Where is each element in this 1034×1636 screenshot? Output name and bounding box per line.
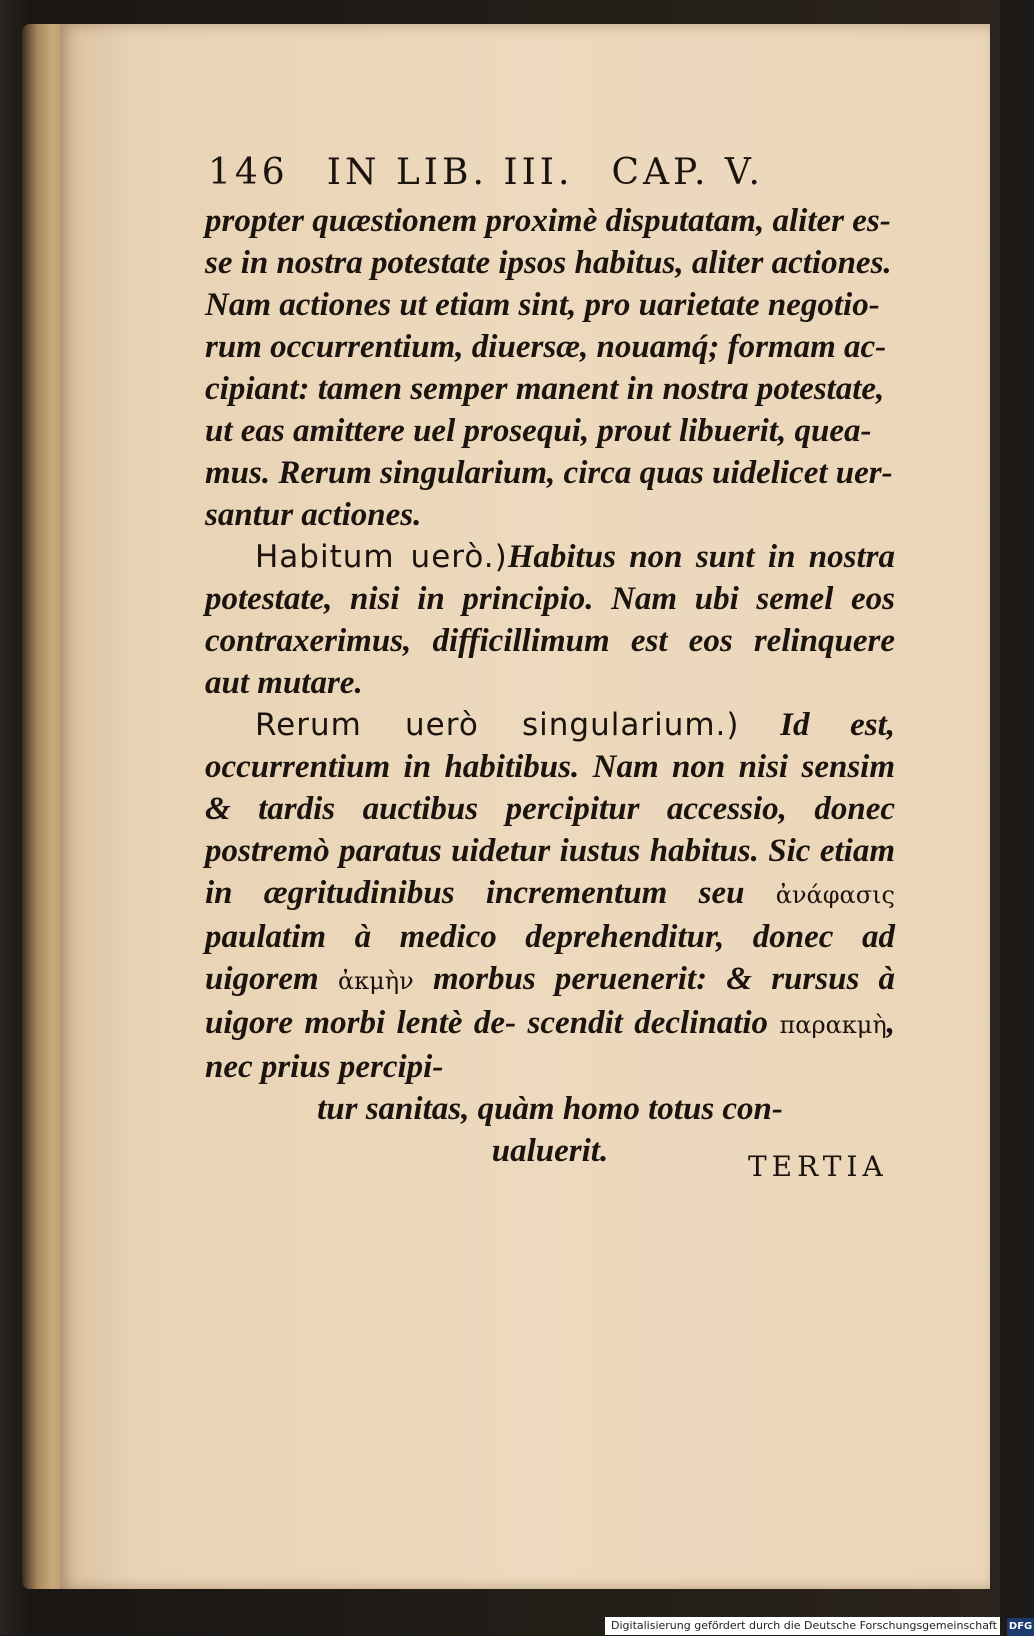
greek-word: ἀκμὴν	[337, 967, 414, 995]
lemma: Rerum uerò singularium.)	[255, 707, 740, 743]
digitization-footer	[605, 1617, 1033, 1635]
commentary: Id est, occurrentium in habitibus. Nam non nisi sensim & tardis auctibus percipitur accessio, donec postremò paratus uidetur iustus habitus. Sic etiam in ægritudinibus incrementum seu	[205, 707, 896, 911]
text-line: rum occurrentium, diuersæ, nouamq́; formam ac-	[205, 329, 887, 365]
catchword: TERTIA	[748, 1150, 888, 1183]
dfg-logo: DFG	[1007, 1618, 1034, 1636]
commentary: paulatim à medico deprehenditur, donec ad uigorem	[205, 919, 895, 997]
text-line-centered: tur sanitas, quàm homo totus con-	[317, 1091, 783, 1127]
paragraph-2	[205, 536, 895, 704]
paragraph-1	[205, 200, 895, 536]
paragraph-3	[205, 704, 895, 1088]
running-header	[208, 152, 908, 193]
footer-text: Digitalisierung gefördert durch die Deutsche Forschungsgemeinschaft ·	[611, 1619, 1004, 1632]
text-line: cipiant: tamen semper manent in nostra potestate,	[205, 371, 885, 407]
body-text	[205, 200, 895, 1172]
text-line: se in nostra potestate ipsos habitus, aliter actiones.	[205, 245, 892, 281]
commentary: , nec prius percipi-	[205, 1005, 896, 1085]
text-line: Nam actiones ut etiam sint, pro uarietate negotio-	[205, 287, 880, 323]
commentary: Habitus non sunt in nostra potestate, nisi in principio. Nam ubi semel eos contraxerimus, difficillimum est eos relinquere aut mutare.	[205, 539, 895, 701]
greek-word: ἀνάφασις	[775, 881, 895, 909]
header-chapter: CAP. V.	[611, 152, 764, 193]
text-line: santur actiones.	[205, 497, 422, 533]
header-book: IN LIB. III.	[326, 152, 574, 193]
page-number: 146	[208, 152, 289, 193]
text-line: ut eas amittere uel prosequi, prout libuerit, quea-	[205, 413, 872, 449]
commentary: morbus peruenerit: & rursus à uigore morbi lentè de-	[205, 961, 896, 1041]
text-line: propter quæstionem proximè disputatam, aliter es-	[205, 203, 891, 239]
commentary: scendit declinatio	[527, 1005, 769, 1041]
greek-word: παρακμὴ	[779, 1011, 887, 1039]
lemma: Habitum uerò.)	[255, 539, 508, 575]
text-line-centered: ualuerit.	[491, 1133, 609, 1169]
text-line: mus. Rerum singularium, circa quas uidelicet uer-	[205, 455, 893, 491]
